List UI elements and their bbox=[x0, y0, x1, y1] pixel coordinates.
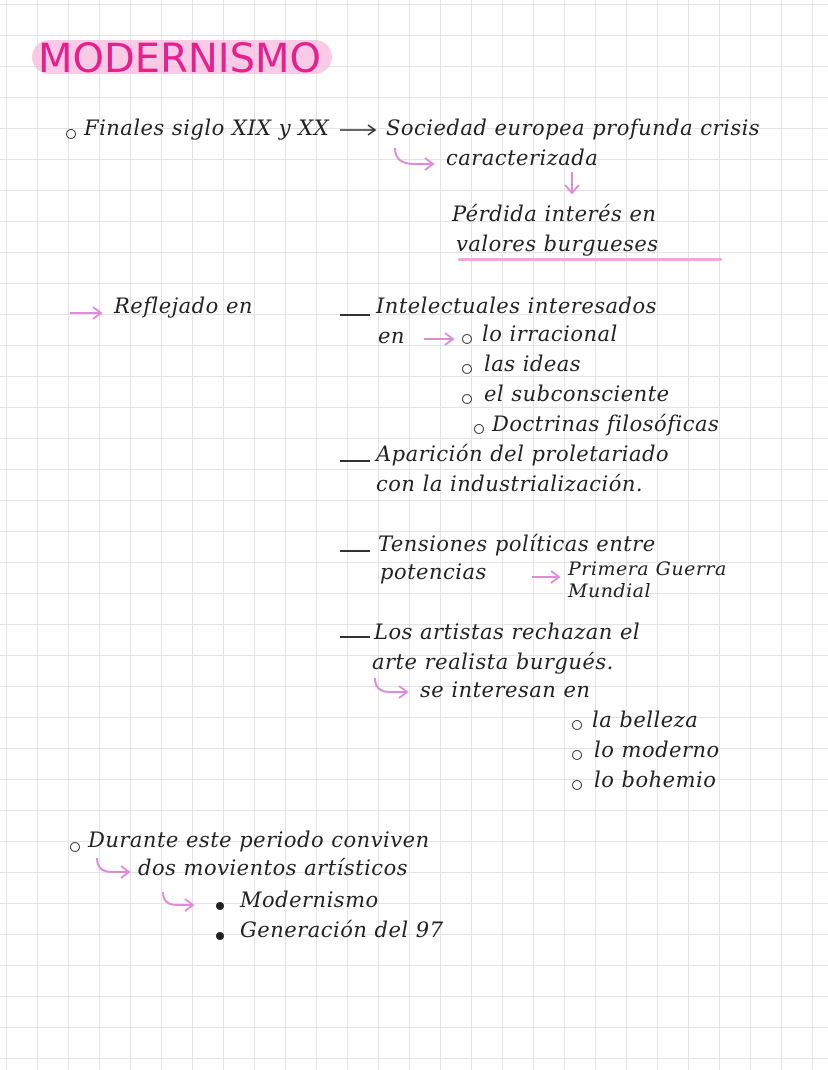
note-industrializacion: con la industrialización. bbox=[376, 472, 644, 496]
bullet-dot-icon bbox=[216, 932, 224, 940]
bullet-icon bbox=[572, 750, 582, 760]
list-item: lo moderno bbox=[594, 738, 720, 762]
note-reflejado: Reflejado en bbox=[114, 294, 253, 318]
bullet-icon bbox=[462, 364, 472, 374]
curved-arrow-icon bbox=[392, 146, 438, 172]
note-valores: valores burgueses bbox=[456, 232, 659, 256]
bullet-icon bbox=[572, 720, 582, 730]
list-item: lo bohemio bbox=[594, 768, 717, 792]
bullet-icon bbox=[462, 394, 472, 404]
list-item: Generación del 97 bbox=[240, 918, 444, 942]
arrow-right-icon bbox=[424, 332, 458, 346]
note-artistas: Los artistas rechazan el bbox=[374, 620, 641, 644]
page-title: MODERNISMO bbox=[38, 36, 321, 82]
dash-line bbox=[340, 314, 370, 316]
note-en: en bbox=[378, 324, 405, 348]
note-finales: Finales siglo XIX y XX bbox=[84, 116, 330, 140]
dash-line bbox=[340, 636, 370, 638]
list-item: lo irracional bbox=[482, 322, 618, 346]
list-item: las ideas bbox=[484, 352, 582, 376]
curved-arrow-icon bbox=[94, 856, 134, 880]
curved-arrow-icon bbox=[372, 676, 412, 700]
curved-arrow-icon bbox=[160, 890, 198, 914]
note-caracterizada: caracterizada bbox=[446, 146, 599, 170]
note-sociedad: Sociedad europea profunda crisis bbox=[386, 116, 761, 140]
list-item: Modernismo bbox=[240, 888, 379, 912]
dash-line bbox=[340, 550, 370, 552]
note-tensiones: Tensiones políticas entre bbox=[378, 532, 656, 556]
arrow-right-icon bbox=[532, 570, 564, 584]
arrow-down-icon bbox=[562, 172, 582, 196]
arrow-right-icon bbox=[70, 306, 106, 320]
bullet-icon bbox=[66, 129, 76, 139]
list-item: el subconsciente bbox=[484, 382, 670, 406]
pink-underline bbox=[458, 258, 722, 261]
note-se-interesan: se interesan en bbox=[420, 678, 591, 702]
note-perdida: Pérdida interés en bbox=[452, 202, 657, 226]
bullet-icon bbox=[474, 424, 484, 434]
bullet-dot-icon bbox=[216, 902, 224, 910]
note-arte-realista: arte realista burgués. bbox=[372, 650, 614, 674]
bullet-icon bbox=[70, 842, 80, 852]
arrow-right-icon bbox=[340, 124, 380, 136]
note-intelectuales: Intelectuales interesados bbox=[376, 294, 657, 318]
note-dos-movientos: dos movientos artísticos bbox=[138, 856, 408, 880]
note-primera-guerra: Primera Guerra bbox=[568, 558, 727, 580]
note-durante: Durante este periodo conviven bbox=[88, 828, 430, 852]
note-potencias: potencias bbox=[380, 560, 487, 584]
note-mundial: Mundial bbox=[568, 580, 652, 602]
bullet-icon bbox=[462, 334, 472, 344]
list-item: Doctrinas filosóficas bbox=[492, 412, 720, 436]
list-item: la belleza bbox=[592, 708, 699, 732]
dash-line bbox=[340, 460, 370, 462]
note-proletariado: Aparición del proletariado bbox=[376, 442, 670, 466]
bullet-icon bbox=[572, 780, 582, 790]
